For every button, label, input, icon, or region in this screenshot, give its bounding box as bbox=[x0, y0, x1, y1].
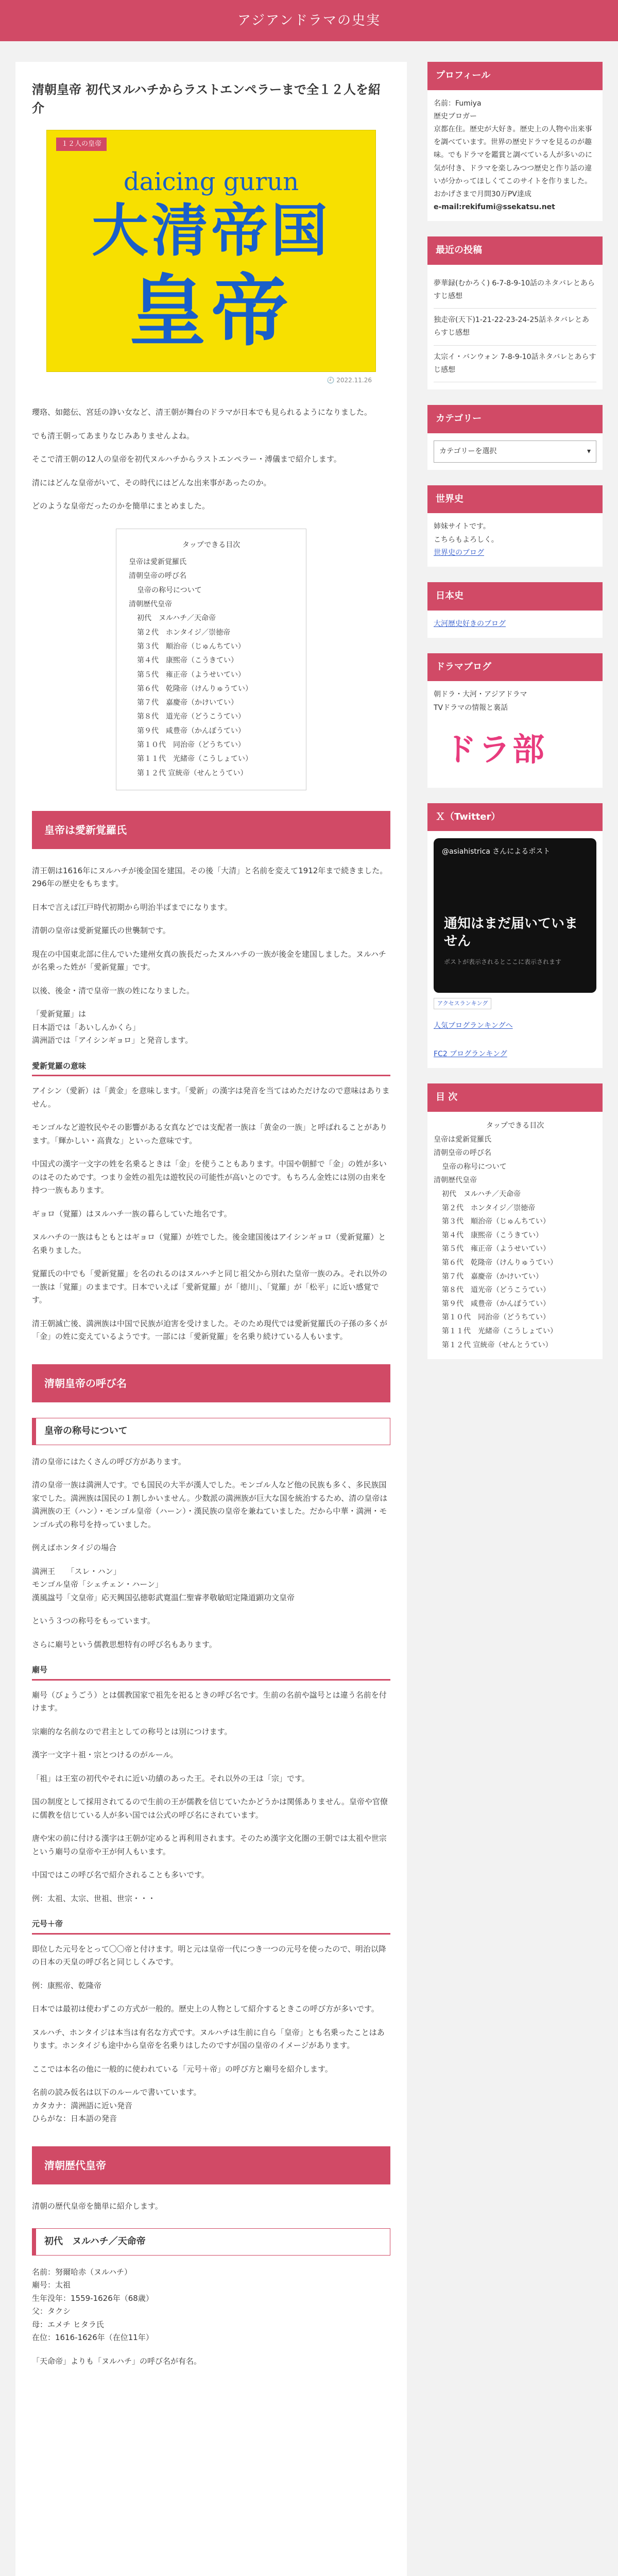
japan-history-link[interactable]: 大河歴史好きのブログ bbox=[434, 619, 506, 628]
toc-item[interactable]: 第８代 道光帝（どうこうてい） bbox=[442, 1286, 550, 1295]
widget-title: 最近の投稿 bbox=[427, 236, 603, 265]
toc-item[interactable]: 第７代 嘉慶帝（かけいてい） bbox=[137, 699, 238, 707]
post-title: 清朝皇帝 初代ヌルハチからラストエンペラーまで全１２人を紹介 bbox=[32, 82, 381, 115]
toc-item[interactable]: 第９代 咸豊帝（かんぽうてい） bbox=[442, 1299, 550, 1308]
sub-heading: 愛新覚羅の意味 bbox=[32, 1060, 390, 1077]
site-title[interactable]: アジアンドラマの史実 bbox=[237, 12, 381, 28]
twitter-message: 通知はまだ届いていません bbox=[444, 916, 578, 950]
widget-title: Ｘ（Twitter） bbox=[427, 803, 603, 832]
ranking-link[interactable]: FC2 ブログランキング bbox=[434, 1050, 507, 1059]
toc-title[interactable]: タップできる目次 bbox=[486, 1122, 544, 1130]
paragraph: でも清王朝ってあまりなじみありませんよね。 bbox=[32, 431, 195, 440]
toc-item[interactable]: 第８代 道光帝（どうこうてい） bbox=[137, 713, 245, 721]
paragraph: 清朝の歴代皇帝を簡単に紹介します。 bbox=[32, 2201, 163, 2211]
japan-history-widget bbox=[427, 582, 603, 638]
paragraph: アイシン（愛新）は「黄金」を意味します。「愛新」の漢字は発音を当てはめただけなので意味はありません。 bbox=[32, 1086, 390, 1109]
paragraph: 「天命帝」よりも「ヌルハチ」の呼び名が有名。 bbox=[32, 2356, 201, 2366]
page-wrap bbox=[15, 62, 603, 2576]
world-history-widget bbox=[427, 485, 603, 567]
toc-item[interactable]: 第６代 乾隆帝（けんりゅうてい） bbox=[137, 684, 252, 693]
toc-item[interactable]: 第７代 嘉慶帝（かけいてい） bbox=[442, 1272, 543, 1281]
sidebar-toc-widget bbox=[427, 1083, 603, 1359]
toc-item[interactable]: 皇帝は愛新覚羅氏 bbox=[434, 1135, 491, 1144]
profile-widget bbox=[427, 62, 603, 221]
paragraph: ヌルハチ、ホンタイジは本当は有名な方式です。ヌルハチは生前に自ら「皇帝」とも名乗ったことはあります。ホンタイジも途中から皇帝を名乗りはしたのですが国の皇帝のイメージがあります。 bbox=[32, 2027, 385, 2050]
paragraph: 以後、後金・清で皇帝一族の姓になりました。 bbox=[32, 986, 195, 995]
toc-item[interactable]: 初代 ヌルハチ／天命帝 bbox=[137, 614, 216, 623]
twitter-embed[interactable] bbox=[434, 838, 596, 993]
toc-item[interactable]: 第３代 順治帝（じゅんちてい） bbox=[137, 642, 245, 651]
world-history-link[interactable]: 世界史のブログ bbox=[434, 548, 484, 557]
paragraph: ギョロ（覚羅）はヌルハチ一族の暮らしていた地名です。 bbox=[32, 1209, 232, 1218]
paragraph: どのような皇帝だったのかを簡単にまとめました。 bbox=[32, 501, 210, 511]
paragraph: そこで清王朝の12人の皇帝を初代ヌルハチからラストエンペラー・溥儀まで紹介します。 bbox=[32, 454, 341, 464]
widget-title: 目 次 bbox=[427, 1083, 603, 1112]
drama-blog-widget bbox=[427, 653, 603, 788]
toc-item[interactable]: 皇帝の称号について bbox=[442, 1162, 507, 1171]
sub-section-heading: 初代 ヌルハチ／天命帝 bbox=[32, 2228, 390, 2256]
twitter-sub: ポストが表示されるとここに表示されます bbox=[444, 958, 562, 966]
twitter-header: @asiahistrica さんによるポスト bbox=[442, 848, 551, 856]
toc-item[interactable]: 第２代 ホンタイジ／崇徳帝 bbox=[137, 628, 231, 637]
sub-section-heading: 皇帝の称号について bbox=[32, 1418, 390, 1445]
toc-item[interactable]: 皇帝は愛新覚羅氏 bbox=[129, 558, 186, 567]
section-heading: 清朝皇帝の呼び名 bbox=[32, 1364, 390, 1402]
paragraph: 「祖」は王室の初代やそれに近い功績のあった王。それ以外の王は「宗」です。 bbox=[32, 1773, 310, 1783]
main-content bbox=[15, 62, 407, 2576]
chevron-down-icon: ▾ bbox=[587, 447, 591, 455]
paragraph: さらに廟号という儒教思想特有の呼び名もあります。 bbox=[32, 1639, 217, 1649]
category-select[interactable]: カテゴリーを選択 ▾ bbox=[434, 440, 596, 463]
toc-item[interactable]: 第９代 咸豊帝（かんぽうてい） bbox=[137, 726, 245, 735]
paragraph: 清朝の皇帝は愛新覚羅氏の世襲制です。 bbox=[32, 926, 170, 936]
paragraph: 「愛新覚羅」は 日本語では「あいしんかくら」 満洲語では「アイシンギョロ」と発音します。 bbox=[32, 1009, 193, 1045]
widget-text: 朝ドラ・大河・アジアドラマ TVドラマの情報と裏話 bbox=[434, 690, 527, 712]
paragraph: 例：太祖、太宗、世祖、世宗・・・ bbox=[32, 1893, 156, 1903]
twitter-widget bbox=[427, 803, 603, 1069]
widget-title: 世界史 bbox=[427, 485, 603, 514]
hero-roman: daicing gurun bbox=[123, 167, 299, 196]
access-ranking-badge[interactable]: アクセスランキング bbox=[434, 998, 491, 1009]
toc-item[interactable]: 第１０代 同治帝（どうちてい） bbox=[137, 741, 245, 750]
table-of-contents bbox=[116, 529, 306, 790]
widget-title: ドラマブログ bbox=[427, 653, 603, 682]
hero-line2: 皇帝 bbox=[128, 267, 294, 357]
paragraph: ここでは本名の他に一般的に使われている「元号＋帝」の呼び方と廟号を紹介します。 bbox=[32, 2064, 333, 2074]
paragraph: 中国ではこの呼び名で紹介されることも多いです。 bbox=[32, 1870, 209, 1880]
sub-heading: 廟号 bbox=[32, 1664, 390, 1681]
paragraph: 廟号（びょうごう）とは儒教国家で祖先を祀るときの呼び名です。生前の名前や諡号とは違う名前を付けます。 bbox=[32, 1690, 387, 1713]
toc-item[interactable]: 清朝皇帝の呼び名 bbox=[434, 1149, 491, 1158]
paragraph: 即位した元号をとって〇〇帝と付けます。明と元は皇帝一代につき一つの元号を使ったので、明治以降の日本の天皇の呼び名と同じしくみです。 bbox=[32, 1944, 386, 1967]
ranking-link[interactable]: 人気ブログランキングへ bbox=[434, 1022, 513, 1030]
paragraph: 日本では最初は使わずこの方式が一般的。歴史上の人物として紹介するときこの呼び方が多いです。 bbox=[32, 2004, 379, 2014]
toc-item[interactable]: 第５代 雍正帝（ようせいてい） bbox=[442, 1245, 550, 1253]
paragraph: 清王朝は1616年にヌルハチが後金国を建国。その後「大清」と名前を変えて1912年まで続きました。296年の歴史をもちます。 bbox=[32, 866, 388, 889]
toc-item[interactable]: 第５代 雍正帝（ようせいてい） bbox=[137, 670, 245, 679]
recent-post-link[interactable]: 夢華録(むかろく) 6-7-8-9-10話のネタバレとあらすじ感想 bbox=[434, 272, 596, 309]
paragraph: 国の制度として採用されてるので生前の王が儒教を信じていたかどうかは関係ありません。皇帝や官僚に儒教を信じている人が多い国では公式の呼び名にされています。 bbox=[32, 1797, 388, 1820]
toc-item[interactable]: 第４代 康煕帝（こうきてい） bbox=[137, 656, 238, 665]
recent-post-link[interactable]: 太宗イ・バンウォン 7-8-9-10話ネタバレとあらすじ感想 bbox=[434, 346, 596, 382]
paragraph: 清にはどんな皇帝がいて、その時代にはどんな出来事があったのか。 bbox=[32, 478, 271, 487]
hero-line1: 大清帝国 bbox=[92, 198, 331, 264]
sub-heading: 元号＋帝 bbox=[32, 1918, 390, 1935]
intro-text bbox=[32, 406, 390, 513]
toc-item[interactable]: 第３代 順治帝（じゅんちてい） bbox=[442, 1217, 550, 1226]
toc-item[interactable]: 第１２代 宣統帝（せんとうてい） bbox=[137, 769, 248, 777]
paragraph: という３つの称号をもっています。 bbox=[32, 1616, 155, 1626]
toc-item[interactable]: 清朝歴代皇帝 bbox=[434, 1176, 477, 1185]
paragraph: モンゴルなど遊牧民やその影響がある女真などでは支配者一族は「黄金の一族」と呼ばれることがあります。「輝かしい・高貴な」といった意味です。 bbox=[32, 1123, 388, 1145]
toc-item[interactable]: 第１１代 光緒帝（こうしょてい） bbox=[442, 1327, 557, 1335]
section-heading: 清朝歴代皇帝 bbox=[32, 2146, 390, 2184]
paragraph: 宗廟的な名前なので君主としての称号とは別につけます。 bbox=[32, 1726, 232, 1736]
paragraph: 清の皇帝一族は満洲人です。でも国民の大半が漢人でした。モンゴル人など他の民族も多く、多民族国家でした。満洲族は国民の１割しかいません。少数派の満洲族が巨大な国を統治するため、清の皇帝は満洲族の王（ハン）・モンゴル皇帝（ハーン）・漢民族の皇帝を兼ねていました。だから中華・満洲・モンゴル式の称号を持っていました。 bbox=[32, 1480, 388, 1529]
paragraph: 清の皇帝にはたくさんの呼び方があります。 bbox=[32, 1456, 186, 1466]
paragraph: 瓔珞、如懿伝、宮廷の諍い女など、清王朝が舞台のドラマが日本でも見られるようになりました。 bbox=[32, 408, 372, 417]
post-date: 🕘 2022.11.26 bbox=[327, 377, 372, 384]
site-header bbox=[0, 0, 618, 41]
paragraph: 中国式の漢字一文字の姓を名乗るときは「金」を使うこともあります。中国や朝鮮で「金」の姓が多いのはそのためです。つまり金姓の祖先は遊牧民の可能性が高いとのです。もちろん金姓には別の由来を持つ一族もあります。 bbox=[32, 1159, 387, 1195]
toc-item[interactable]: 第４代 康煕帝（こうきてい） bbox=[442, 1231, 543, 1240]
recent-post-link[interactable]: 独走帝(天下)1-21-22-23-24-25話ネタバレとあらすじ感想 bbox=[434, 309, 596, 345]
toc-item[interactable]: 皇帝の称号について bbox=[137, 586, 202, 595]
toc-item[interactable]: 清朝皇帝の呼び名 bbox=[129, 572, 186, 581]
profile-text: 名前：Fumiya 歴史ブロガー 京都在住。歴史が大好き。歴史上の人物や出来事を調べています。世界の歴史ドラマを見るのが趣味。でもドラマを鑑賞と調べている人が多いのに気が付き、ドラマを楽しみつつ歴史と作り話の違いが分かってほしくてこのサイトを作りました。 おかげさまで月間30万PV達成 bbox=[434, 99, 592, 198]
paragraph: 日本で言えば江戸時代初期から明治半ばまでになります。 bbox=[32, 902, 232, 912]
drama-logo[interactable]: ドラ部 bbox=[444, 730, 546, 768]
recent-posts-widget bbox=[427, 236, 603, 389]
paragraph: 漢字一文字＋祖・宗とつけるのがルール。 bbox=[32, 1750, 178, 1760]
paragraph: 覚羅氏の中でも「愛新覚羅」を名のれるのはヌルハチと同じ祖父から別れた皇帝一族のみ。それ以外の一族は「覚羅」のままです。日本でいえば「愛新覚羅」が「徳川」、「覚羅」が「松平」に近い感覚です。 bbox=[32, 1269, 387, 1305]
toc-item[interactable]: 第２代 ホンタイジ／崇徳帝 bbox=[442, 1204, 536, 1212]
toc-item[interactable]: 初代 ヌルハチ／天命帝 bbox=[442, 1190, 521, 1199]
paragraph: 清王朝滅亡後、満洲族は中国で民族が迫害を受けました。そのため現代では愛新覚羅氏の子孫の多くが「金」の姓に変えているようです。一部には「愛新覚羅」を名乗り続けている人もいます。 bbox=[32, 1318, 388, 1342]
paragraph: 現在の中国東北部に住んでいた建州女真の族長だったヌルハチの一族が後金を建国しました。ヌルハチが名乗った姓が「愛新覚羅」です。 bbox=[32, 949, 386, 972]
profile-email: e-mail:rekifumi@ssekatsu.net bbox=[434, 203, 555, 212]
sidebar bbox=[427, 62, 603, 2576]
emperor-info: 名前：努爾哈赤（ヌルハチ） 廟号：太祖 生年没年：1559-1626年（68歳） 父：タクシ 母：エメチ ヒタラ氏 在位：1616-1626年（在位11年） bbox=[32, 2267, 153, 2343]
widget-title: プロフィール bbox=[427, 62, 603, 90]
paragraph: 満洲王 「スレ・ハン」 モンゴル皇帝「シェチェン・ハーン」 漢風諡号「文皇帝」応天興国弘徳彰武寛温仁聖睿孝敬敏昭定隆道顕功文皇帝 bbox=[32, 1566, 295, 1602]
paragraph: 例えばホンタイジの場合 bbox=[32, 1543, 117, 1553]
hero-image bbox=[46, 130, 376, 372]
widget-text: 姉妹サイトです。 こちらもよろしく。 bbox=[434, 522, 499, 544]
widget-title: 日本史 bbox=[427, 582, 603, 611]
category-widget bbox=[427, 405, 603, 470]
toc-item[interactable]: 第１０代 同治帝（どうちてい） bbox=[442, 1313, 550, 1322]
paragraph: 例：康熙帝、乾隆帝 bbox=[32, 1980, 102, 1990]
toc-title[interactable]: タップできる目次 bbox=[182, 540, 241, 549]
hero-badge: １２人の皇帝 bbox=[56, 138, 107, 151]
paragraph: 唐や宋の前に付ける漢字は王朝が定めると再利用されます。そのため漢字文化圏の王朝では太祖や世宗という廟号の皇帝や王が何人もいます。 bbox=[32, 1834, 387, 1856]
toc-item[interactable]: 第１２代 宣統帝（せんとうてい） bbox=[442, 1341, 553, 1349]
toc-item[interactable]: 清朝歴代皇帝 bbox=[129, 600, 172, 609]
toc-item[interactable]: 第１１代 光緒帝（こうしょてい） bbox=[137, 755, 252, 764]
toc-item[interactable]: 第６代 乾隆帝（けんりゅうてい） bbox=[442, 1258, 557, 1267]
section-heading: 皇帝は愛新覚羅氏 bbox=[32, 811, 390, 849]
paragraph: ヌルハチの一族はもともとはギョロ（覚羅）が姓でした。後金建国後はアイシンギョロ（愛新覚羅）と名乗りました。 bbox=[32, 1232, 386, 1255]
paragraph: 名前の読み仮名は以下のルールで書いています。 カタカナ：満洲語に近い発音 ひらがな：日本語の発音 bbox=[32, 2088, 201, 2124]
widget-title: カテゴリー bbox=[427, 405, 603, 433]
